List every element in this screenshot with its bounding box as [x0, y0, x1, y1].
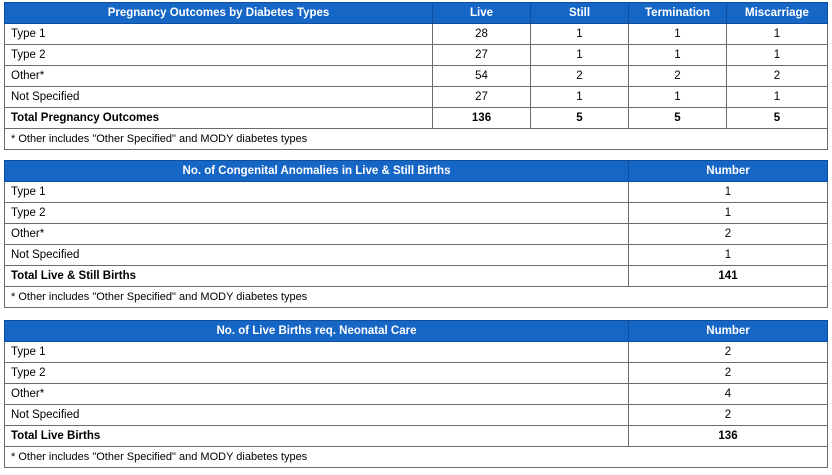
cell-value: 1	[531, 45, 629, 66]
cell-value: 1	[727, 45, 828, 66]
table-row	[5, 384, 828, 405]
cell-value: 4	[629, 384, 828, 405]
column-header: Termination	[629, 3, 727, 24]
pregnancy-outcomes-table	[4, 2, 828, 150]
cell-value: 1	[629, 24, 727, 45]
footnote: * Other includes "Other Specified" and MODY diabetes types	[5, 287, 828, 308]
cell-value: 2	[629, 363, 828, 384]
footnote-row	[5, 447, 828, 468]
cell-value: 1	[629, 182, 828, 203]
cell-value: 1	[531, 24, 629, 45]
cell-value: 2	[629, 66, 727, 87]
total-row	[5, 108, 828, 129]
cell-value: 5	[727, 108, 828, 129]
column-header: Number	[629, 161, 828, 182]
table-header-row	[5, 3, 828, 24]
row-label: Other*	[5, 224, 629, 245]
total-row	[5, 426, 828, 447]
column-header: Miscarriage	[727, 3, 828, 24]
cell-value: 2	[727, 66, 828, 87]
column-header: Number	[629, 321, 828, 342]
cell-value: 1	[727, 24, 828, 45]
table-header-row	[5, 321, 828, 342]
cell-value: 54	[433, 66, 531, 87]
table-row	[5, 245, 828, 266]
cell-value: 5	[531, 108, 629, 129]
cell-value: 1	[629, 45, 727, 66]
table-row	[5, 203, 828, 224]
cell-value: 27	[433, 45, 531, 66]
neonatal-care-table	[4, 320, 828, 468]
row-label: Type 2	[5, 363, 629, 384]
column-header: Live	[433, 3, 531, 24]
row-label: Other*	[5, 66, 433, 87]
cell-value: 2	[531, 66, 629, 87]
cell-value: 2	[629, 405, 828, 426]
footnote: * Other includes "Other Specified" and MODY diabetes types	[5, 129, 828, 150]
table-row	[5, 24, 828, 45]
row-label: Total Live & Still Births	[5, 266, 629, 287]
row-label: Type 1	[5, 24, 433, 45]
table-header-row	[5, 161, 828, 182]
cell-value: 2	[629, 342, 828, 363]
cell-value: 27	[433, 87, 531, 108]
table-row	[5, 363, 828, 384]
table-row	[5, 342, 828, 363]
cell-value: 1	[629, 87, 727, 108]
column-header: Pregnancy Outcomes by Diabetes Types	[5, 3, 433, 24]
footnote-row	[5, 129, 828, 150]
cell-value: 1	[727, 87, 828, 108]
row-label: Not Specified	[5, 405, 629, 426]
row-label: Type 1	[5, 342, 629, 363]
cell-value: 28	[433, 24, 531, 45]
row-label: Type 2	[5, 45, 433, 66]
cell-value: 1	[531, 87, 629, 108]
table-row	[5, 66, 828, 87]
row-label: Not Specified	[5, 245, 629, 266]
row-label: Other*	[5, 384, 629, 405]
table-row	[5, 45, 828, 66]
row-label: Total Live Births	[5, 426, 629, 447]
column-header: Still	[531, 3, 629, 24]
cell-value: 1	[629, 203, 828, 224]
column-header: No. of Congenital Anomalies in Live & Still Births	[5, 161, 629, 182]
footnote-row	[5, 287, 828, 308]
congenital-anomalies-table	[4, 160, 828, 308]
table-row	[5, 182, 828, 203]
cell-value: 5	[629, 108, 727, 129]
cell-value: 1	[629, 245, 828, 266]
row-label: Type 1	[5, 182, 629, 203]
cell-value: 141	[629, 266, 828, 287]
footnote: * Other includes "Other Specified" and MODY diabetes types	[5, 447, 828, 468]
cell-value: 136	[433, 108, 531, 129]
total-row	[5, 266, 828, 287]
row-label: Total Pregnancy Outcomes	[5, 108, 433, 129]
row-label: Type 2	[5, 203, 629, 224]
table-row	[5, 405, 828, 426]
cell-value: 136	[629, 426, 828, 447]
cell-value: 2	[629, 224, 828, 245]
table-row	[5, 224, 828, 245]
table-row	[5, 87, 828, 108]
row-label: Not Specified	[5, 87, 433, 108]
column-header: No. of Live Births req. Neonatal Care	[5, 321, 629, 342]
